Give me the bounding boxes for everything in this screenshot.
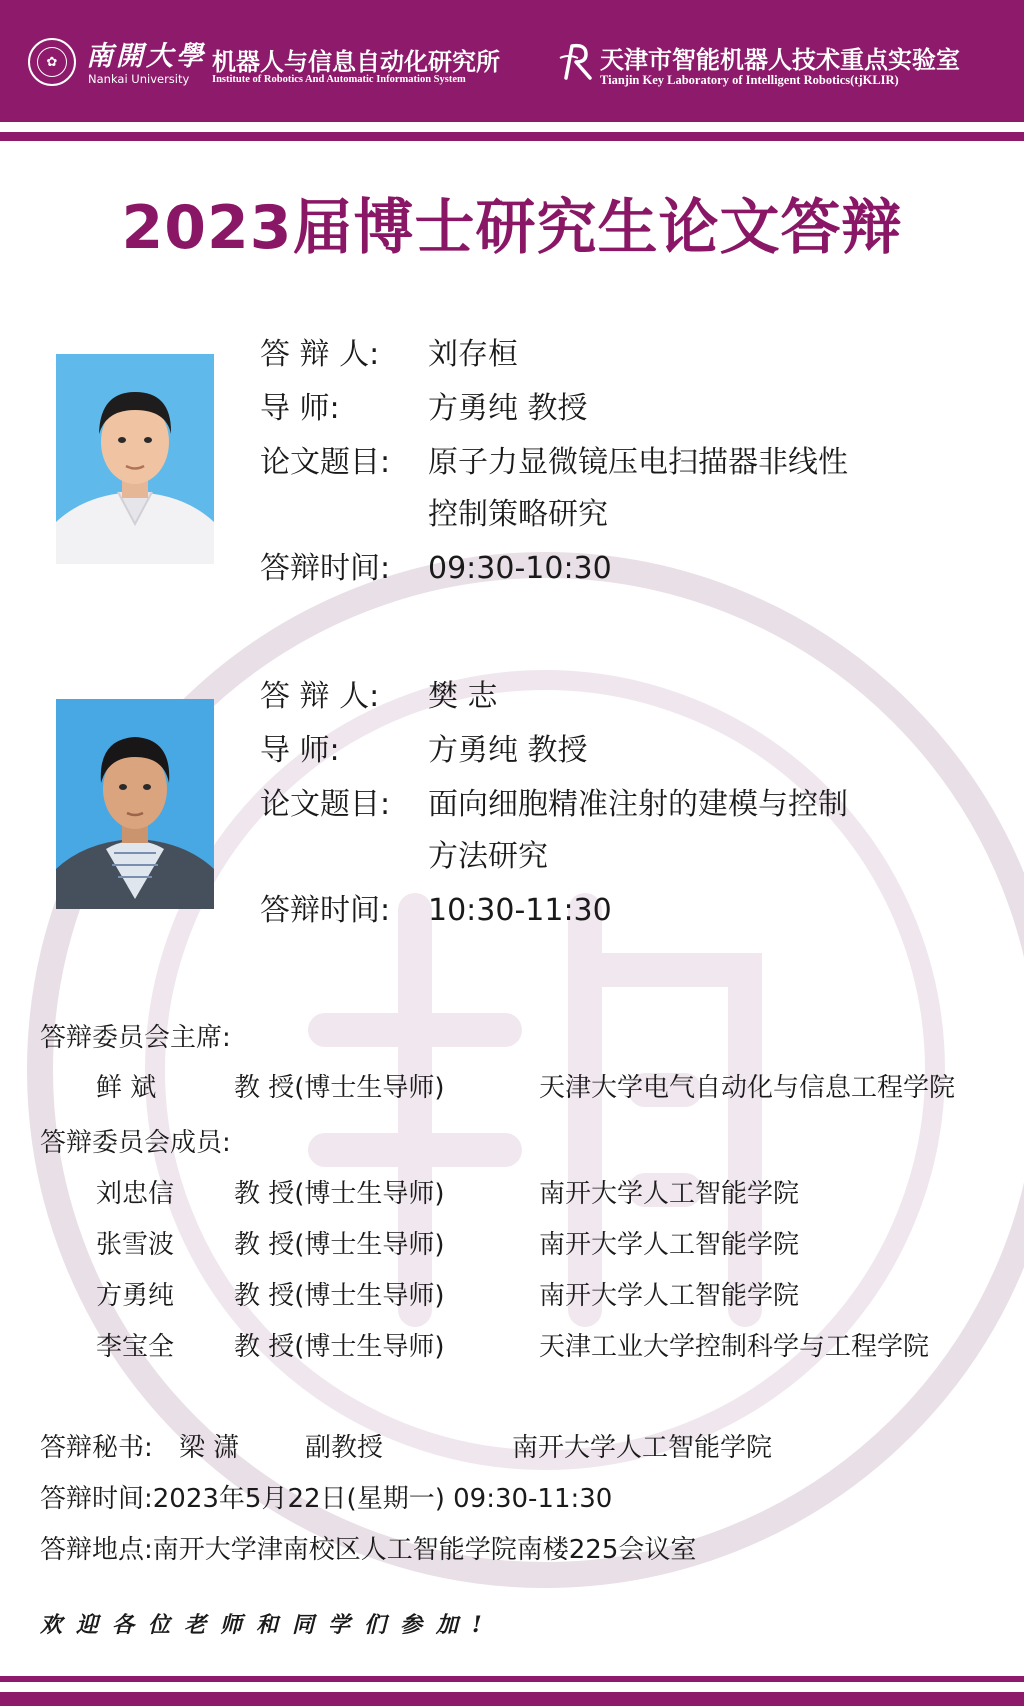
advisor-label: 导 师:	[260, 391, 340, 426]
member-title: 教 授(博士生导师)	[234, 1230, 445, 1260]
member-title: 教 授(博士生导师)	[234, 1281, 445, 1311]
seal-center: ✿	[37, 47, 67, 77]
university-seal-icon	[28, 38, 76, 86]
lab-name-cn: 天津市智能机器人技术重点实验室	[600, 46, 960, 74]
candidate-name: 刘存桓	[428, 337, 518, 372]
footer-divider	[0, 1676, 1024, 1682]
secretary-title: 副教授	[305, 1433, 384, 1463]
member-name: 鲜 斌	[96, 1073, 157, 1103]
advisor-name: 方勇纯 教授	[428, 391, 588, 426]
candidate-name-label: 答 辩 人:	[260, 679, 380, 714]
committee-members-label: 答辩委员会成员:	[40, 1128, 231, 1158]
lab-logo-icon	[556, 38, 598, 86]
member-affiliation: 天津大学电气自动化与信息工程学院	[539, 1073, 956, 1103]
thesis-title-line2: 控制策略研究	[428, 497, 608, 532]
advisor-label: 导 师:	[260, 733, 340, 768]
member-name: 张雪波	[96, 1230, 175, 1260]
university-name-cn: 南開大學	[86, 41, 206, 72]
candidate-name-label: 答 辩 人:	[260, 337, 380, 372]
member-title: 教 授(博士生导师)	[234, 1179, 445, 1209]
member-name: 方勇纯	[96, 1281, 175, 1311]
member-title: 教 授(博士生导师)	[234, 1073, 445, 1103]
candidate-name: 樊 志	[428, 679, 498, 714]
page-title: 2023届博士研究生论文答辩	[121, 193, 903, 263]
defense-place-label: 答辩地点:	[40, 1535, 153, 1565]
thesis-title-line2: 方法研究	[428, 839, 548, 874]
committee-chair-label: 答辩委员会主席:	[40, 1023, 231, 1053]
member-affiliation: 南开大学人工智能学院	[539, 1230, 800, 1260]
candidate-photo	[56, 699, 214, 909]
secretary-label: 答辩秘书:	[40, 1433, 153, 1463]
portrait-icon	[56, 699, 214, 909]
thesis-label: 论文题目:	[260, 445, 391, 480]
thesis-label: 论文题目:	[260, 787, 391, 822]
institute-name-en: Institute of Robotics And Automatic Information System	[212, 74, 466, 85]
candidate-photo	[56, 354, 214, 564]
header-divider	[0, 132, 1024, 141]
footer-bar	[0, 1692, 1024, 1706]
secretary-affiliation: 南开大学人工智能学院	[512, 1433, 773, 1463]
defense-date-row	[40, 1483, 612, 1515]
defense-time-value: 09:30-10:30	[428, 551, 612, 586]
defense-date-label: 答辩时间:	[40, 1484, 153, 1514]
member-name: 刘忠信	[96, 1179, 175, 1209]
thesis-title-line1: 面向细胞精准注射的建模与控制	[428, 787, 848, 822]
defense-time-value: 10:30-11:30	[428, 893, 612, 928]
defense-time-label: 答辩时间:	[260, 893, 391, 928]
defense-place-row	[40, 1534, 696, 1566]
defense-place-value: 南开大学津南校区人工智能学院南楼225会议室	[152, 1535, 697, 1565]
university-name-en: Nankai University	[88, 72, 190, 86]
header-banner	[0, 0, 1024, 122]
member-affiliation: 南开大学人工智能学院	[539, 1281, 800, 1311]
defense-time-label: 答辩时间:	[260, 551, 391, 586]
member-affiliation: 南开大学人工智能学院	[539, 1179, 800, 1209]
defense-date-value: 2023年5月22日(星期一) 09:30-11:30	[152, 1484, 613, 1514]
member-affiliation: 天津工业大学控制科学与工程学院	[539, 1332, 930, 1362]
thesis-title-line1: 原子力显微镜压电扫描器非线性	[428, 445, 848, 480]
member-name: 李宝全	[96, 1332, 175, 1362]
portrait-icon	[56, 354, 214, 564]
member-title: 教 授(博士生导师)	[234, 1332, 445, 1362]
secretary-name: 梁 潇	[179, 1433, 240, 1463]
lab-name-en: Tianjin Key Laboratory of Intelligent Robotics(tjKLIR)	[600, 73, 899, 87]
advisor-name: 方勇纯 教授	[428, 733, 588, 768]
welcome-message: 欢迎各位老师和同学们参加!	[40, 1612, 496, 1638]
institute-name-cn: 机器人与信息自动化研究所	[212, 48, 500, 76]
